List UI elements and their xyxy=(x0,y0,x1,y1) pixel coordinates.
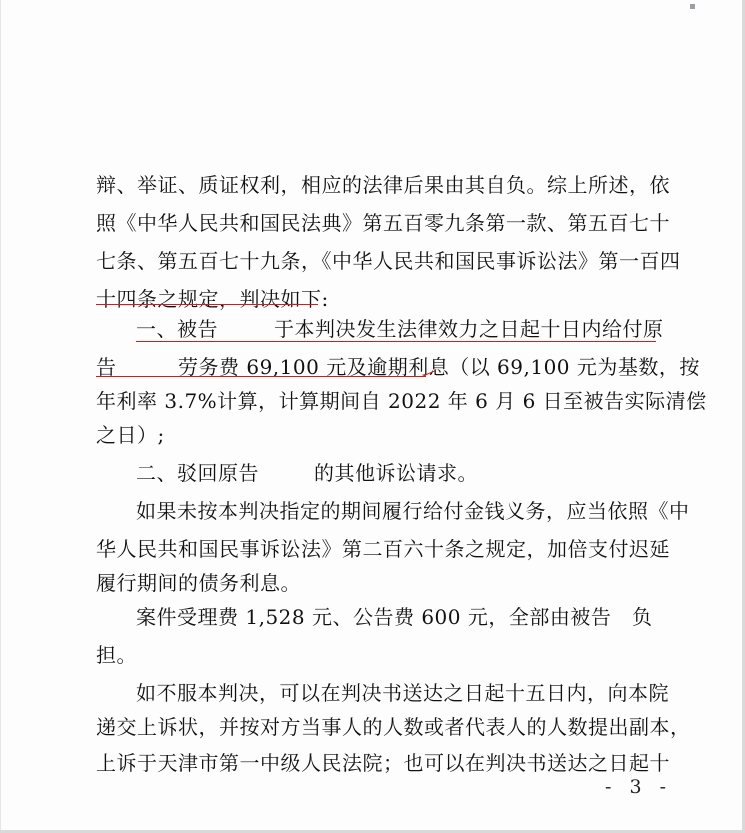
text-line: 七条、第五百七十九条，《中华人民共和国民事诉讼法》第一百四 xyxy=(96,249,681,273)
text-line: 担。 xyxy=(96,643,137,667)
text-line: 之日）; xyxy=(96,423,165,447)
text-line: 于本判决发生法律效力之日起十日内给付原 xyxy=(274,317,664,341)
red-underline-mark xyxy=(136,341,656,342)
text-line: 一、被告 xyxy=(136,317,218,341)
text-line: 负 xyxy=(632,605,653,629)
text-line: 告 xyxy=(96,355,117,379)
red-underline-mark xyxy=(96,376,426,377)
text-line: 十四条之规定，判决如下: xyxy=(96,287,329,311)
page-left-edge xyxy=(0,0,1,833)
text-line: 年利率 3.7%计算，计算期间自 2022 年 6 月 6 日至被告实际清偿 xyxy=(96,389,707,413)
red-underline-mark xyxy=(96,304,318,305)
text-line: 上诉于天津市第一中级人民法院；也可以在判决书送达之日起十 xyxy=(96,751,670,775)
text-line: 辩、举证、质证权利，相应的法律后果由其自负。综上所述，依 xyxy=(96,173,670,197)
text-line: 如果未按本判决指定的期间履行给付金钱义务，应当依照《中 xyxy=(136,499,690,523)
text-line: 履行期间的债务利息。 xyxy=(96,571,301,595)
text-line: 递交上诉状，并按对方当事人的人数或者代表人的人数提出副本， xyxy=(96,715,691,739)
page-number: - 3 - xyxy=(605,776,673,798)
text-line: 劳务费 69,100 元及逾期利息（以 69,100 元为基数，按 xyxy=(178,355,700,379)
text-line: 案件受理费 1,528 元、公告费 600 元，全部由被告 xyxy=(136,605,612,629)
text-line: 的其他诉讼请求。 xyxy=(314,461,478,485)
text-line: 二、驳回原告 xyxy=(136,461,259,485)
text-line: 如不服本判决，可以在判决书送达之日起十五日内，向本院 xyxy=(136,681,669,705)
scan-corner-mark xyxy=(690,4,695,9)
text-line: 照《中华人民共和国民法典》第五百零九条第一款、第五百七十 xyxy=(96,211,670,235)
text-line: 华人民共和国民事诉讼法》第二百六十条之规定，加倍支付迟延 xyxy=(96,537,670,561)
